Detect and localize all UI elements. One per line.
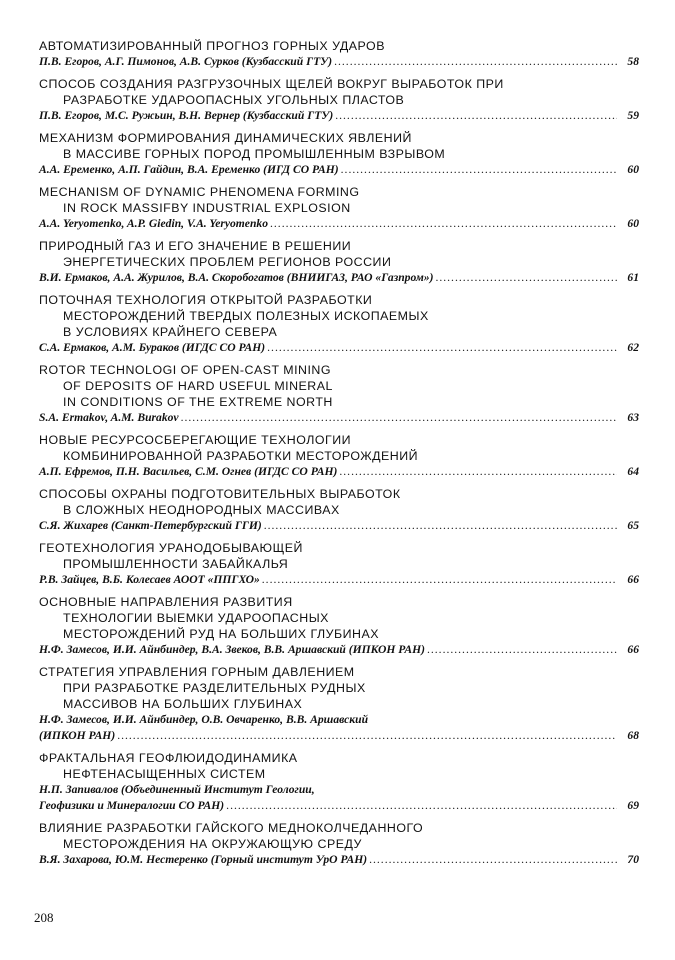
toc-entry-title: ПОТОЧНАЯ ТЕХНОЛОГИЯ ОТКРЫТОЙ РАЗРАБОТКИ: [39, 293, 373, 307]
toc-entry-page: 59: [627, 109, 639, 122]
dot-leader: [270, 216, 617, 232]
dot-leader: [226, 798, 617, 814]
toc-entry-title: МЕСТОРОЖДЕНИЯ НА ОКРУЖАЮЩУЮ СРЕДУ: [63, 837, 362, 851]
toc-entry-title: СТРАТЕГИЯ УПРАВЛЕНИЯ ГОРНЫМ ДАВЛЕНИЕМ: [39, 665, 355, 679]
toc-entry-page: 60: [627, 163, 639, 176]
toc-entry-title: OF DEPOSITS OF HARD USEFUL MINERAL: [63, 379, 333, 393]
toc-entry-authors: В.Я. Захарова, Ю.М. Нестеренко (Горный институт УрО РАН): [39, 853, 368, 866]
toc-entry-page: 66: [627, 573, 639, 586]
toc-entry-authors: А.П. Ефремов, П.Н. Васильев, С.М. Огнев (ИГДС СО РАН): [39, 465, 338, 478]
toc-entry-authors: (ИПКОН РАН): [39, 729, 116, 742]
toc-entry-title: ЭНЕРГЕТИЧЕСКИХ ПРОБЛЕМ РЕГИОНОВ РОССИИ: [63, 255, 392, 269]
toc-entry-authors: Н.Ф. Замесов, И.И. Айнбиндер, В.А. Звеков, В.В. Аршавский (ИПКОН РАН): [39, 643, 425, 656]
toc-entry-page: 60: [627, 217, 639, 230]
toc-entry: [39, 540, 639, 588]
toc-entry-page: 70: [627, 853, 639, 866]
toc-entry: [39, 38, 639, 70]
toc-entry-page: 68: [627, 729, 639, 742]
toc-entry-title: РАЗРАБОТКЕ УДАРООПАСНЫХ УГОЛЬНЫХ ПЛАСТОВ: [63, 93, 405, 107]
toc-entry-page: 63: [627, 411, 639, 424]
toc-entry-title: НЕФТЕНАСЫЩЕННЫХ СИСТЕМ: [63, 767, 266, 781]
toc-entry-title: MECHANISM OF DYNAMIC PHENOMENA FORMING: [39, 185, 360, 199]
toc-entry: [39, 76, 639, 124]
dot-leader: [264, 518, 617, 534]
toc-entry-authors: А.А. Еременко, А.П. Гайдин, В.А. Еременко (ИГД СО РАН): [39, 163, 339, 176]
toc-entry-title: ROTOR TECHNOLOGI OF OPEN-CAST MINING: [39, 363, 331, 377]
dot-leader: [117, 728, 617, 744]
dot-leader: [339, 464, 617, 480]
toc-entry-authors: С.Я. Жихарев (Санкт-Петербургский ГГИ): [39, 519, 262, 532]
toc-entry-title: IN CONDITIONS OF THE EXTREME NORTH: [63, 395, 333, 409]
dot-leader: [262, 572, 617, 588]
toc-entry-author-row: [39, 798, 639, 814]
toc-entry: [39, 130, 639, 178]
toc-entry-title: АВТОМАТИЗИРОВАННЫЙ ПРОГНОЗ ГОРНЫХ УДАРОВ: [39, 39, 385, 53]
toc-entry: [39, 664, 639, 744]
toc-entry: [39, 238, 639, 286]
toc-entry-authors: П.В. Егоров, М.С. Ружьин, В.Н. Вернер (Кузбасский ГТУ): [39, 109, 334, 122]
dot-leader: [267, 340, 617, 356]
toc-entry-author-row: [39, 54, 639, 70]
toc-entry-title: ПРИ РАЗРАБОТКЕ РАЗДЕЛИТЕЛЬНЫХ РУДНЫХ: [63, 681, 366, 695]
toc-entry: [39, 184, 639, 232]
toc-entry-page: 58: [627, 55, 639, 68]
toc-entry-page: 69: [627, 799, 639, 812]
toc-entry-title: ГЕОТЕХНОЛОГИЯ УРАНОДОБЫВАЮЩЕЙ: [39, 541, 303, 555]
dot-leader: [341, 162, 617, 178]
toc-entry-author-row: [39, 852, 639, 868]
toc-entry: [39, 486, 639, 534]
toc-entry-author-row: [39, 410, 639, 426]
dot-leader: [335, 108, 617, 124]
toc-entry-title: ВЛИЯНИЕ РАЗРАБОТКИ ГАЙСКОГО МЕДНОКОЛЧЕДАННОГО: [39, 821, 424, 835]
dot-leader: [181, 410, 617, 426]
toc-entry-title: МАССИВОВ НА БОЛЬШИХ ГЛУБИНАХ: [63, 697, 303, 711]
toc-entry-page: 65: [627, 519, 639, 532]
toc-entry-title: СПОСОБ СОЗДАНИЯ РАЗГРУЗОЧНЫХ ЩЕЛЕЙ ВОКРУГ ВЫРАБОТОК ПРИ: [39, 77, 504, 91]
toc-entry-title: IN ROCK MASSIFBY INDUSTRIAL EXPLOSION: [63, 201, 351, 215]
page-number: 208: [34, 910, 54, 925]
toc-entry-page: 62: [627, 341, 639, 354]
toc-entry-title: МЕХАНИЗМ ФОРМИРОВАНИЯ ДИНАМИЧЕСКИХ ЯВЛЕНИЙ: [39, 131, 412, 145]
toc-entry-title: ТЕХНОЛОГИИ ВЫЕМКИ УДАРООПАСНЫХ: [63, 611, 329, 625]
toc-entry-title: ФРАКТАЛЬНАЯ ГЕОФЛЮИДОДИНАМИКА: [39, 751, 298, 765]
toc-entry-title: ПРОМЫШЛЕННОСТИ ЗАБАЙКАЛЬЯ: [63, 557, 289, 571]
toc-entry-author-row: [39, 572, 639, 588]
dot-leader: [435, 270, 617, 286]
toc-entry-authors: В.И. Ермаков, А.А. Журилов, В.А. Скоробогатов (ВНИИГАЗ, РАО «Газпром»): [39, 271, 434, 284]
toc-entry-page: 64: [627, 465, 639, 478]
toc-entry-title: МЕСТОРОЖДЕНИЙ ТВЕРДЫХ ПОЛЕЗНЫХ ИСКОПАЕМЫХ: [63, 309, 429, 323]
toc-entry-authors: Геофизики и Минералогии СО РАН): [39, 799, 225, 812]
toc-entry-author-row: [39, 340, 639, 356]
toc-entry-page: 61: [627, 271, 639, 284]
toc-entry-authors: П.В. Егоров, А.Г. Пимонов, А.В. Сурков (Кузбасский ГТУ): [39, 55, 333, 68]
toc-entry: [39, 820, 639, 868]
toc-entry-page: 66: [627, 643, 639, 656]
toc-entry: [39, 750, 639, 814]
toc-entry: [39, 362, 639, 426]
toc-entry-authors: Р.В. Зайцев, В.Б. Колесаев АООТ «ППГХО»: [39, 573, 260, 586]
dot-leader: [369, 852, 617, 868]
toc-entry-title: НОВЫЕ РЕСУРСОСБЕРЕГАЮЩИЕ ТЕХНОЛОГИИ: [39, 433, 351, 447]
toc-entry-authors: С.А. Ермаков, А.М. Бураков (ИГДС СО РАН): [39, 341, 266, 354]
toc-entry-title: МЕСТОРОЖДЕНИЙ РУД НА БОЛЬШИХ ГЛУБИНАХ: [63, 627, 379, 641]
toc-entry-authors: Н.П. Запивалов (Объединенный Институт Геологии,: [39, 783, 315, 796]
toc-entry-author-row: [39, 108, 639, 124]
toc-entry-title: В МАССИВЕ ГОРНЫХ ПОРОД ПРОМЫШЛЕННЫМ ВЗРЫВОМ: [63, 147, 446, 161]
toc-entry: [39, 594, 639, 658]
toc-entry-author-row: [39, 162, 639, 178]
toc-entry-title: В СЛОЖНЫХ НЕОДНОРОДНЫХ МАССИВАХ: [63, 503, 340, 517]
dot-leader: [334, 54, 617, 70]
toc-entry-authors: Н.Ф. Замесов, И.И. Айнбиндер, О.В. Овчаренко, В.В. Аршавский: [39, 713, 369, 726]
toc-entry-authors: S.A. Ermakov, A.M. Burakov: [39, 411, 179, 424]
toc-entry-title: КОМБИНИРОВАННОЙ РАЗРАБОТКИ МЕСТОРОЖДЕНИЙ: [63, 449, 419, 463]
toc-entry-title: ПРИРОДНЫЙ ГАЗ И ЕГО ЗНАЧЕНИЕ В РЕШЕНИИ: [39, 239, 352, 253]
toc-entry: [39, 292, 639, 356]
toc-entry: [39, 432, 639, 480]
toc-entry-author-row: [39, 216, 639, 232]
toc-entry-title: В УСЛОВИЯХ КРАЙНЕГО СЕВЕРА: [63, 325, 278, 339]
toc-entry-author-row: [39, 518, 639, 534]
toc-entry-author-row: [39, 642, 639, 658]
toc-entry-author-row: [39, 728, 639, 744]
dot-leader: [427, 642, 617, 658]
toc-entry-author-row: [39, 270, 639, 286]
toc-entry-author-row: [39, 464, 639, 480]
table-of-contents: [39, 38, 639, 874]
toc-entry-title: ОСНОВНЫЕ НАПРАВЛЕНИЯ РАЗВИТИЯ: [39, 595, 293, 609]
toc-entry-title: СПОСОБЫ ОХРАНЫ ПОДГОТОВИТЕЛЬНЫХ ВЫРАБОТОК: [39, 487, 401, 501]
toc-entry-authors: A.A. Yeryomenko, A.P. Giedin, V.A. Yeryomenko: [39, 217, 268, 230]
